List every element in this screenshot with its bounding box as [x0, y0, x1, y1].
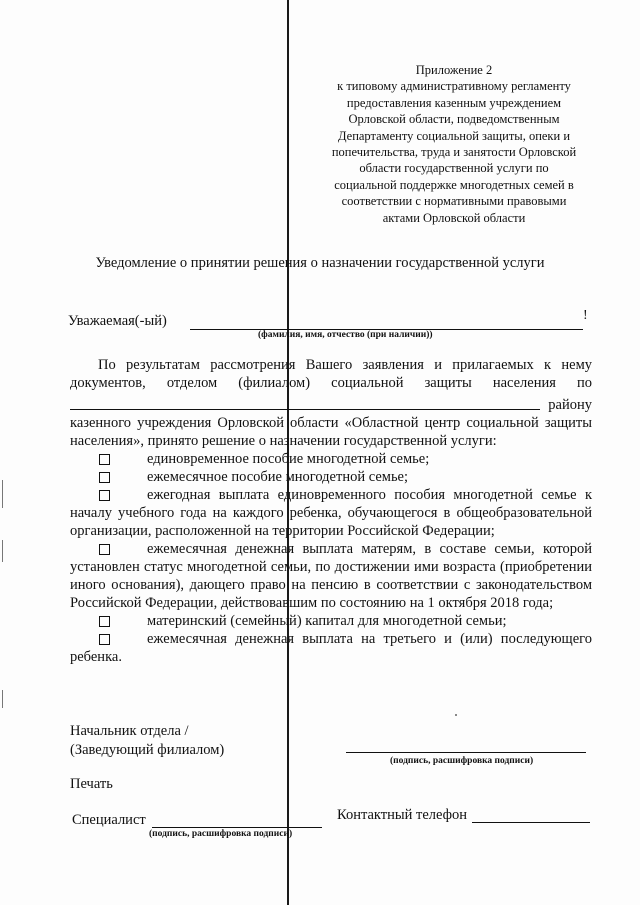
- checkbox[interactable]: [99, 490, 110, 501]
- appendix-line: к типовому административному регламенту: [337, 79, 571, 94]
- service-option-label: материнский (семейный) капитал для многодетной семьи;: [147, 613, 507, 629]
- body-line: По результатам рассмотрения Вашего заявления и прилагаемых к нему: [98, 357, 592, 373]
- head-title-line2: (Заведующий филиалом): [70, 742, 225, 758]
- appendix-line: социальной поддержке многодетных семей в: [334, 177, 574, 192]
- checkbox[interactable]: [99, 544, 110, 555]
- greeting-exclamation: !: [583, 308, 588, 323]
- recipient-name-caption: (фамилия, имя, отчество (при наличии)): [258, 330, 433, 340]
- appendix-line: актами Орловской области: [382, 210, 526, 225]
- service-option-label: ежемесячная денежная выплата на третьего и (или) последующего ребенка.: [70, 631, 592, 665]
- head-signature-field[interactable]: [346, 752, 586, 753]
- appendix-header: [318, 62, 590, 226]
- head-signature-caption: (подпись, расшифровка подписи): [390, 756, 534, 766]
- service-option-label: ежемесячное пособие многодетной семье;: [147, 469, 409, 485]
- district-name-field[interactable]: [70, 409, 540, 410]
- scan-margin-mark: [2, 690, 3, 708]
- service-option-label: единовременное пособие многодетной семье;: [147, 451, 430, 467]
- service-option: [70, 486, 592, 540]
- document-title: Уведомление о принятии решения о назначении государственной услуги: [95, 255, 545, 271]
- service-option: [70, 630, 592, 666]
- service-option: [70, 450, 592, 468]
- service-option-label: ежемесячная денежная выплата матерям, в составе семьи, которой установлен статус многодетной семьи, по достижении ими возраста (приобретении иного основания), дающего право на пенсию в соответствии с законодательством Российской Федерации, действовавшим по состоянию на 1 октября 2018 года;: [70, 541, 592, 611]
- appendix-line: попечительства, труда и занятости Орловской: [331, 145, 577, 160]
- stamp-label: Печать: [70, 776, 113, 792]
- service-option: [70, 468, 592, 486]
- district-row: [70, 392, 592, 414]
- appendix-line: Приложение 2: [415, 63, 493, 77]
- phone-label: Контактный телефон: [337, 807, 468, 823]
- specialist-signature-field[interactable]: [152, 827, 322, 828]
- body-line: документов, отделом (филиалом) социальной защиты населения по: [70, 375, 592, 391]
- appendix-line: предоставления казенным учреждением: [346, 95, 562, 110]
- checkbox[interactable]: [99, 634, 110, 645]
- body-paragraph: казенного учреждения Орловской области «Областной центр социальной защиты населения», принято решение о назначении государственной услуги:: [70, 415, 592, 449]
- service-option: [70, 540, 592, 612]
- service-option-label: ежегодная выплата единовременного пособия многодетной семье к началу учебного года на каждого ребенка, обучающегося в общеобразовательной организации, расположенной на территории Российской Федерации;: [70, 487, 592, 539]
- notice-body: [70, 356, 592, 666]
- checkbox[interactable]: [99, 454, 110, 465]
- specialist-signature-caption: (подпись, расшифровка подписи): [149, 829, 293, 839]
- scan-speck: [455, 714, 457, 716]
- appendix-line: Орловской области, подведомственным: [348, 112, 560, 127]
- greeting-label: Уважаемая(-ый): [68, 313, 167, 329]
- appendix-line: соответствии с нормативными правовыми: [341, 194, 567, 209]
- head-title-line1: Начальник отдела /: [70, 723, 189, 739]
- appendix-line: Департаменту социальной защиты, опеки и: [337, 128, 571, 143]
- checkbox[interactable]: [99, 616, 110, 627]
- specialist-label: Специалист: [72, 812, 146, 828]
- scan-margin-mark: [2, 480, 3, 508]
- district-word: району: [548, 397, 592, 413]
- scan-margin-mark: [2, 540, 3, 562]
- checkbox[interactable]: [99, 472, 110, 483]
- phone-field[interactable]: [472, 822, 590, 823]
- appendix-line: области государственной услуги по: [359, 161, 549, 176]
- service-option: [70, 612, 592, 630]
